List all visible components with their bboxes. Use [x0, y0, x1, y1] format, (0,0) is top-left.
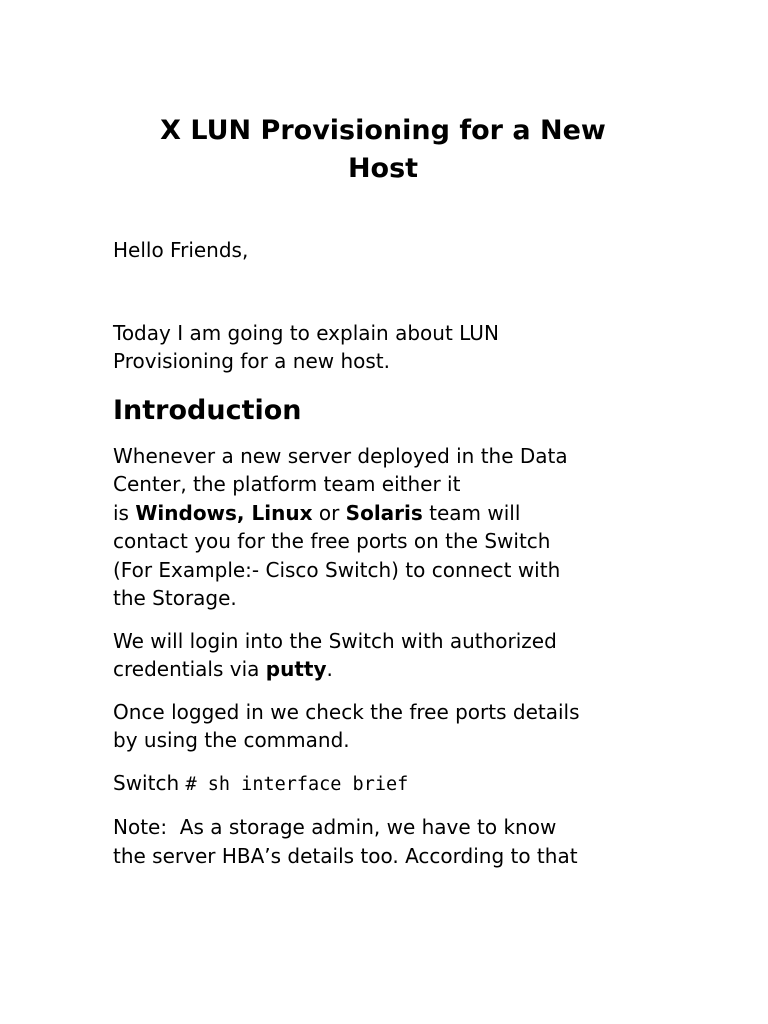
- section-heading-introduction: Introduction: [113, 394, 302, 426]
- paragraph-check-ports: [113, 698, 653, 755]
- paragraph2-line-2-prefix: credentials via: [113, 657, 266, 681]
- command-line: [113, 769, 653, 800]
- paragraph1-line-6: the Storage.: [113, 586, 237, 610]
- intro-line-1: Today I am going to explain about LUN: [113, 320, 499, 345]
- command-prompt: Switch: [113, 770, 186, 795]
- paragraph3-line-2: by using the command.: [113, 728, 350, 752]
- paragraph-server-deployment: [113, 442, 653, 613]
- intro-paragraph: [113, 319, 653, 376]
- paragraph1-line-4: contact you for the free ports on the Switch: [113, 529, 551, 553]
- title-line-2: Host: [347, 153, 419, 184]
- paragraph1-or-text: or: [312, 500, 346, 525]
- command-symbol: #: [185, 773, 197, 795]
- document-page: [113, 112, 653, 870]
- paragraph2-line-2-suffix: .: [326, 657, 333, 681]
- paragraph1-line-5: (For Example:- Cisco Switch) to connect with: [113, 557, 561, 582]
- intro-line-2: Provisioning for a new host.: [113, 349, 390, 373]
- paragraph3-line-1: Once logged in we check the free ports details: [113, 699, 580, 724]
- greeting-text: Hello Friends,: [113, 238, 249, 262]
- paragraph1-line-1: Whenever a new server deployed in the Data: [113, 443, 568, 468]
- paragraph1-line-3-prefix: is: [113, 500, 136, 525]
- note-line-1: Note: As a storage admin, we have to know: [113, 815, 557, 839]
- page-title: [113, 112, 653, 188]
- paragraph-note: [113, 813, 653, 870]
- command-text: sh interface brief: [196, 773, 409, 795]
- note-line-2: the server HBA’s details too. According to that: [113, 843, 578, 868]
- bold-windows-linux: Windows, Linux: [135, 500, 313, 525]
- bold-solaris: Solaris: [345, 500, 423, 525]
- paragraph2-line-1: We will login into the Switch with authorized: [113, 628, 557, 653]
- paragraph1-line-3-suffix: team will: [422, 500, 521, 525]
- paragraph-login: [113, 627, 653, 684]
- title-line-1: X LUN Provisioning for a New: [160, 115, 606, 146]
- bold-putty: putty: [265, 657, 327, 681]
- paragraph1-line-2: Center, the platform team either it: [113, 472, 461, 496]
